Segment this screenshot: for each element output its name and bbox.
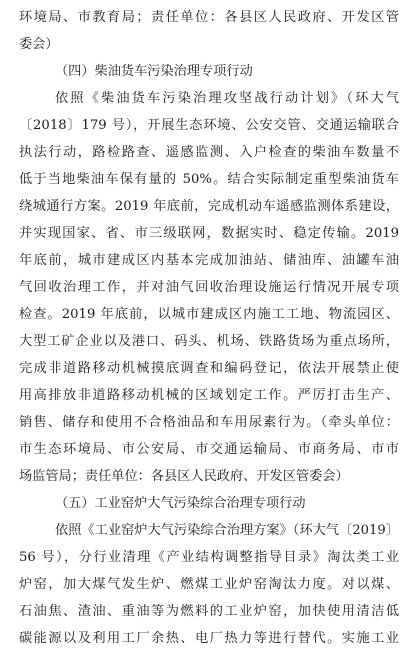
text-line: 绕城通行方案。2019 年底前，完成机动车遥感监测体系建设， <box>19 199 399 214</box>
text-line: 场监管局；责任单位：各县区人民政府、开发区管委会） <box>19 469 349 484</box>
text-line: 市生态环境局、市公安局、市交通运输局、市商务局、市市 <box>19 442 399 457</box>
text-line: 检查。2019 年底前，以城市建成区内施工工地、物流园区、 <box>19 307 399 322</box>
text-line: 依照《工业窑炉大气污染综合治理方案》（环大气〔2019〕 <box>55 523 399 538</box>
text-line: 炉窑，加大煤气发生炉、燃煤工业炉窑淘汰力度。对以煤、 <box>19 577 399 592</box>
section-heading: （五）工业窑炉大气污染综合治理专项行动 <box>55 496 306 511</box>
text-line: 用高排放非道路移动机械的区域划定工作。严厉打击生产、 <box>19 388 399 403</box>
text-line: 气回收治理工作，并对油气回收治理设施运行情况开展专项 <box>19 280 399 295</box>
text-line: 年底前，城市建成区内基本完成加油站、储油库、油罐车油 <box>19 253 399 268</box>
section-heading: （四）柴油货车污染治理专项行动 <box>55 64 253 79</box>
text-line: 56 号），分行业清理《产业结构调整指导目录》淘汰类工业 <box>19 550 399 565</box>
text-line: 大型工矿企业以及港口、码头、机场、铁路货场为重点场所， <box>19 334 399 349</box>
text-line: 石油焦、渣油、重油等为燃料的工业炉窑，加快使用清洁低 <box>19 604 399 619</box>
text-line: 〔2018〕179 号），开展生态环境、公安交管、交通运输联合 <box>19 118 399 133</box>
text-line: 环境局、市教育局；责任单位：各县区人民政府、开发区管 <box>19 10 399 25</box>
text-line: 完成非道路移动机械摸底调查和编码登记，依法开展禁止使 <box>19 361 399 376</box>
text-line: 碳能源以及利用工厂余热、电厂热力等进行替代。实施工业 <box>19 631 399 646</box>
text-line: 销售、储存和使用不合格油品和车用尿素行为。（牵头单位： <box>19 415 399 430</box>
text-line: 委会） <box>19 37 59 52</box>
text-line: 执法行动，路检路查、遥感监测、入户检查的柴油车数量不 <box>19 145 399 160</box>
text-line: 低于当地柴油车保有量的 50%。结合实际制定重型柴油货车 <box>19 172 399 187</box>
text-line: 依照《柴油货车污染治理攻坚战行动计划》（环大气 <box>55 91 399 106</box>
text-line: 并实现国家、省、市三级联网，数据实时、稳定传输。2019 <box>19 226 399 241</box>
